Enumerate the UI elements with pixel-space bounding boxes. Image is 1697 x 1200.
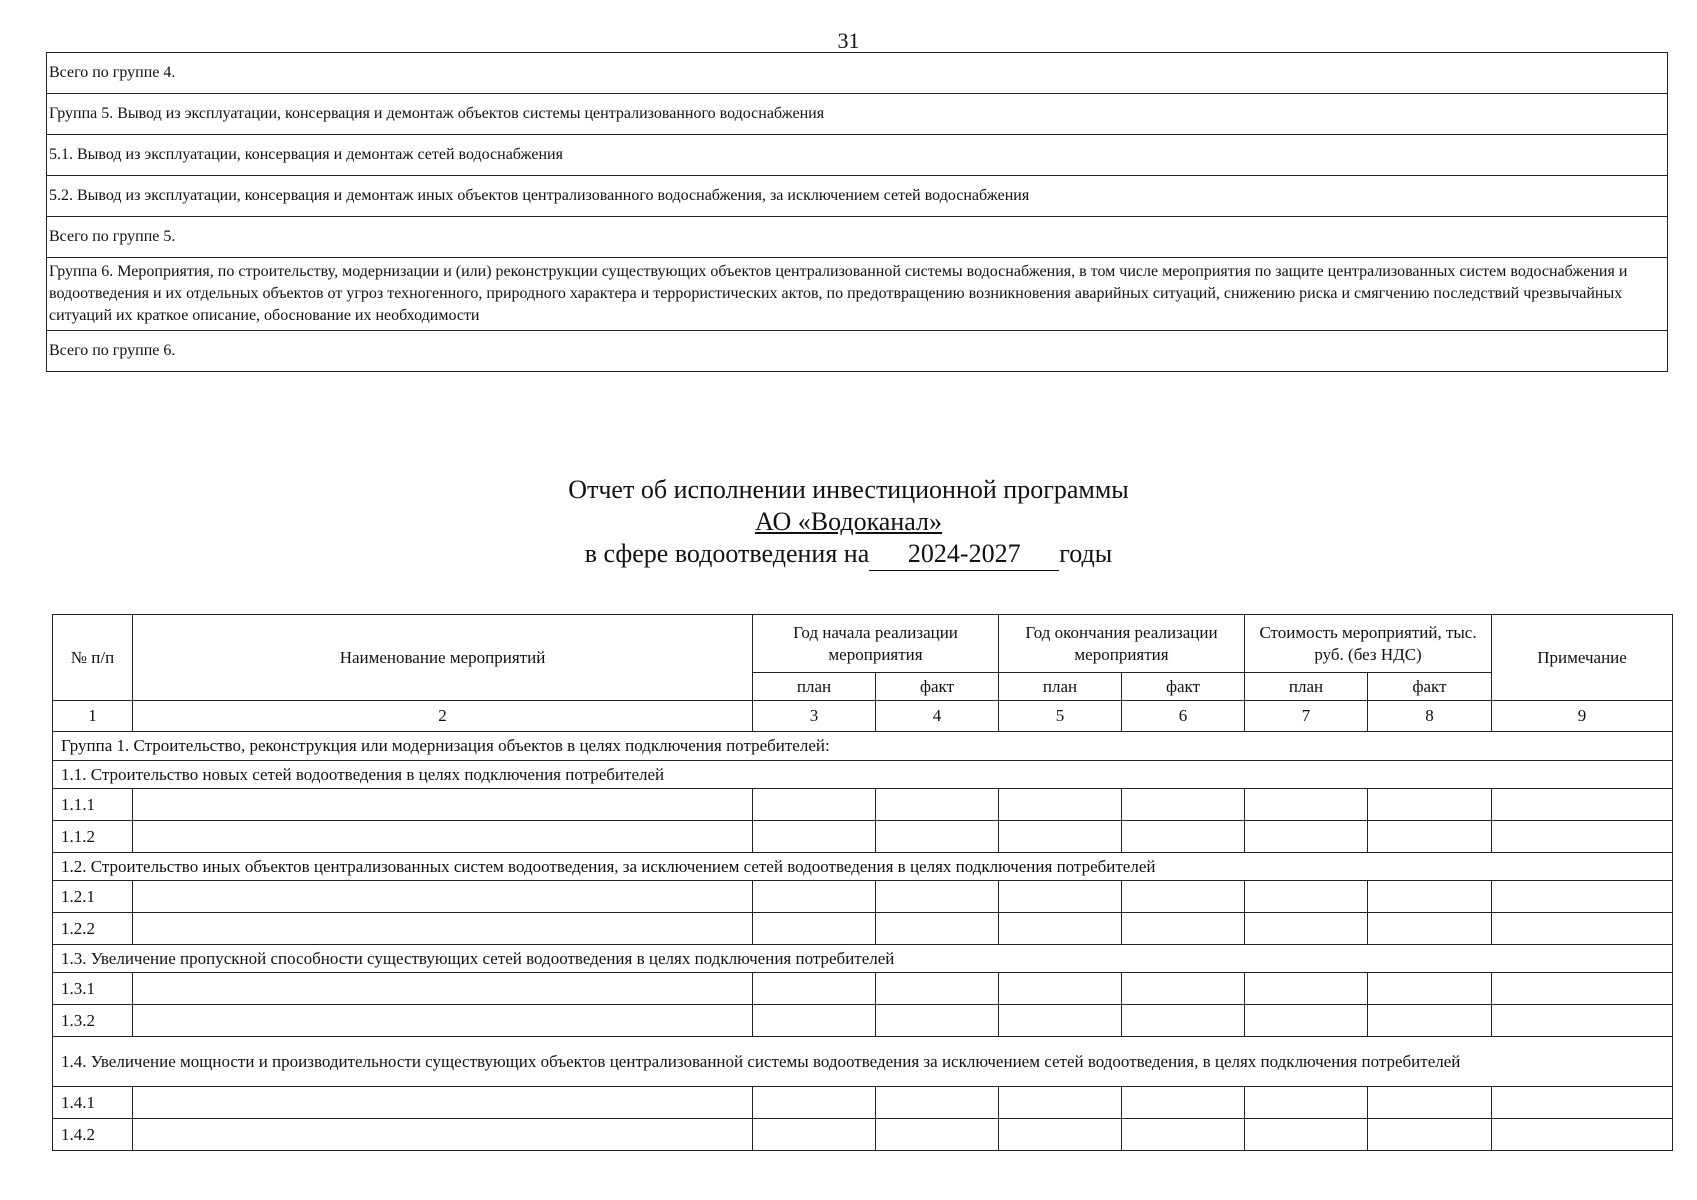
cell (1245, 973, 1368, 1005)
column-number: 4 (876, 701, 999, 732)
column-number: 8 (1368, 701, 1492, 732)
header-plan: план (1245, 673, 1368, 701)
cell-name (133, 913, 753, 945)
cell (1492, 789, 1673, 821)
cell (1368, 1087, 1492, 1119)
cell (876, 821, 999, 853)
cell (876, 973, 999, 1005)
section-5-2: 5.2. Вывод из эксплуатации, консервация и демонтаж иных объектов централизованного водоснабжения, за исключением сетей водоснабжения (47, 176, 1668, 217)
cell (999, 913, 1122, 945)
cell (1245, 789, 1368, 821)
cell (999, 1119, 1122, 1151)
cell (1122, 881, 1245, 913)
column-number: 6 (1122, 701, 1245, 732)
row-code: 1.4.1 (53, 1087, 133, 1119)
cell-name (133, 1119, 753, 1151)
cell (1368, 1119, 1492, 1151)
table-row (53, 1119, 1673, 1151)
cell (1492, 821, 1673, 853)
cell (1368, 973, 1492, 1005)
cell (1368, 821, 1492, 853)
table-row (53, 789, 1673, 821)
cell (1368, 913, 1492, 945)
total-group-6: Всего по группе 6. (47, 331, 1668, 372)
cell (1122, 913, 1245, 945)
row-code: 1.1.1 (53, 789, 133, 821)
cell (1245, 1087, 1368, 1119)
cell (1368, 789, 1492, 821)
column-number: 3 (753, 701, 876, 732)
column-number: 1 (53, 701, 133, 732)
cell (1122, 821, 1245, 853)
cell (1122, 1119, 1245, 1151)
cell (876, 789, 999, 821)
table-row (53, 913, 1673, 945)
header-plan: план (999, 673, 1122, 701)
cell (999, 1087, 1122, 1119)
header-fact: факт (876, 673, 999, 701)
cell-name (133, 973, 753, 1005)
cell-name (133, 821, 753, 853)
cell (753, 973, 876, 1005)
period-suffix: годы (1059, 539, 1113, 568)
column-number: 2 (133, 701, 753, 732)
cell (876, 1119, 999, 1151)
section-title: 1.1. Строительство новых сетей водоотведения в целях подключения потребителей (53, 761, 1673, 789)
section-title: 1.3. Увеличение пропускной способности существующих сетей водоотведения в целях подключения потребителей (53, 945, 1673, 973)
cell (753, 881, 876, 913)
cell (1245, 1119, 1368, 1151)
row-code: 1.1.2 (53, 821, 133, 853)
header-fact: факт (1368, 673, 1492, 701)
header-cost: Стоимость мероприятий, тыс. руб. (без НДС) (1245, 615, 1492, 673)
table-row (53, 821, 1673, 853)
cell (1122, 1005, 1245, 1037)
cell (876, 913, 999, 945)
cell (999, 973, 1122, 1005)
row-code: 1.3.1 (53, 973, 133, 1005)
cell (753, 821, 876, 853)
table-row (53, 881, 1673, 913)
cell (1368, 881, 1492, 913)
cell (1122, 789, 1245, 821)
table-row (53, 1087, 1673, 1119)
section-title: 1.4. Увеличение мощности и производительности существующих объектов централизованной системы водоотведения за исключением сетей водоотведения, в целях подключения потребителей (53, 1037, 1673, 1087)
report-period (0, 538, 1697, 571)
total-group-4: Всего по группе 4. (47, 53, 1668, 94)
cell (999, 1005, 1122, 1037)
table-row (53, 973, 1673, 1005)
cell-name (133, 1087, 753, 1119)
organization-name: АО «Водоканал» (754, 507, 942, 536)
row-code: 1.3.2 (53, 1005, 133, 1037)
cell (1368, 1005, 1492, 1037)
cell (1492, 1005, 1673, 1037)
cell (1492, 1087, 1673, 1119)
cell (753, 1005, 876, 1037)
header-fact: факт (1122, 673, 1245, 701)
column-number: 9 (1492, 701, 1673, 732)
row-code: 1.4.2 (53, 1119, 133, 1151)
cell (1492, 1119, 1673, 1151)
cell (876, 881, 999, 913)
period-prefix: в сфере водоотведения на (584, 539, 870, 568)
page-number: 31 (837, 28, 860, 53)
cell (1492, 973, 1673, 1005)
group-6-title: Группа 6. Мероприятия, по строительству, модернизации и (или) реконструкции существующих объектов централизованной системы водоснабжения, в том числе мероприятия по защите централизованных систем водоснабжения и водоотведения и их отдельных объектов от угроз техногенного, природного характера и террористических актов, по предотвращению возникновения аварийных ситуаций, снижению риска и смягчению последствий чрезвычайных ситуаций их краткое описание, обоснование их необходимости (47, 258, 1668, 331)
report-title: Отчет об исполнении инвестиционной программы (568, 475, 1129, 504)
report-heading (0, 474, 1697, 571)
cell (1245, 913, 1368, 945)
header-end-year: Год окончания реализации мероприятия (999, 615, 1245, 673)
cell (999, 821, 1122, 853)
investment-program-table (52, 614, 1673, 1151)
cell-name (133, 789, 753, 821)
cell (999, 789, 1122, 821)
cell-name (133, 881, 753, 913)
header-name: Наименование мероприятий (133, 615, 753, 701)
cell (1245, 881, 1368, 913)
header-start-year: Год начала реализации мероприятия (753, 615, 999, 673)
group-1-title: Группа 1. Строительство, реконструкция или модернизация объектов в целях подключения потребителей: (53, 732, 1673, 761)
header-num: № п/п (53, 615, 133, 701)
period-years: 2024-2027 (869, 538, 1059, 571)
total-group-5: Всего по группе 5. (47, 217, 1668, 258)
cell (1245, 1005, 1368, 1037)
cell (1122, 1087, 1245, 1119)
group-5-title: Группа 5. Вывод из эксплуатации, консервация и демонтаж объектов системы централизованного водоснабжения (47, 94, 1668, 135)
table-row (53, 1005, 1673, 1037)
header-plan: план (753, 673, 876, 701)
cell (753, 913, 876, 945)
row-code: 1.2.2 (53, 913, 133, 945)
cell (753, 1087, 876, 1119)
cell (999, 881, 1122, 913)
cell (876, 1005, 999, 1037)
previous-page-table (46, 52, 1668, 372)
cell (1245, 821, 1368, 853)
cell (753, 1119, 876, 1151)
row-code: 1.2.1 (53, 881, 133, 913)
section-5-1: 5.1. Вывод из эксплуатации, консервация и демонтаж сетей водоснабжения (47, 135, 1668, 176)
cell (876, 1087, 999, 1119)
cell (753, 789, 876, 821)
cell-name (133, 1005, 753, 1037)
header-note: Примечание (1492, 615, 1673, 701)
section-title: 1.2. Строительство иных объектов централизованных систем водоотведения, за исключением сетей водоотведения в целях подключения потребителей (53, 853, 1673, 881)
cell (1492, 913, 1673, 945)
cell (1122, 973, 1245, 1005)
column-number: 5 (999, 701, 1122, 732)
cell (1492, 881, 1673, 913)
column-number: 7 (1245, 701, 1368, 732)
